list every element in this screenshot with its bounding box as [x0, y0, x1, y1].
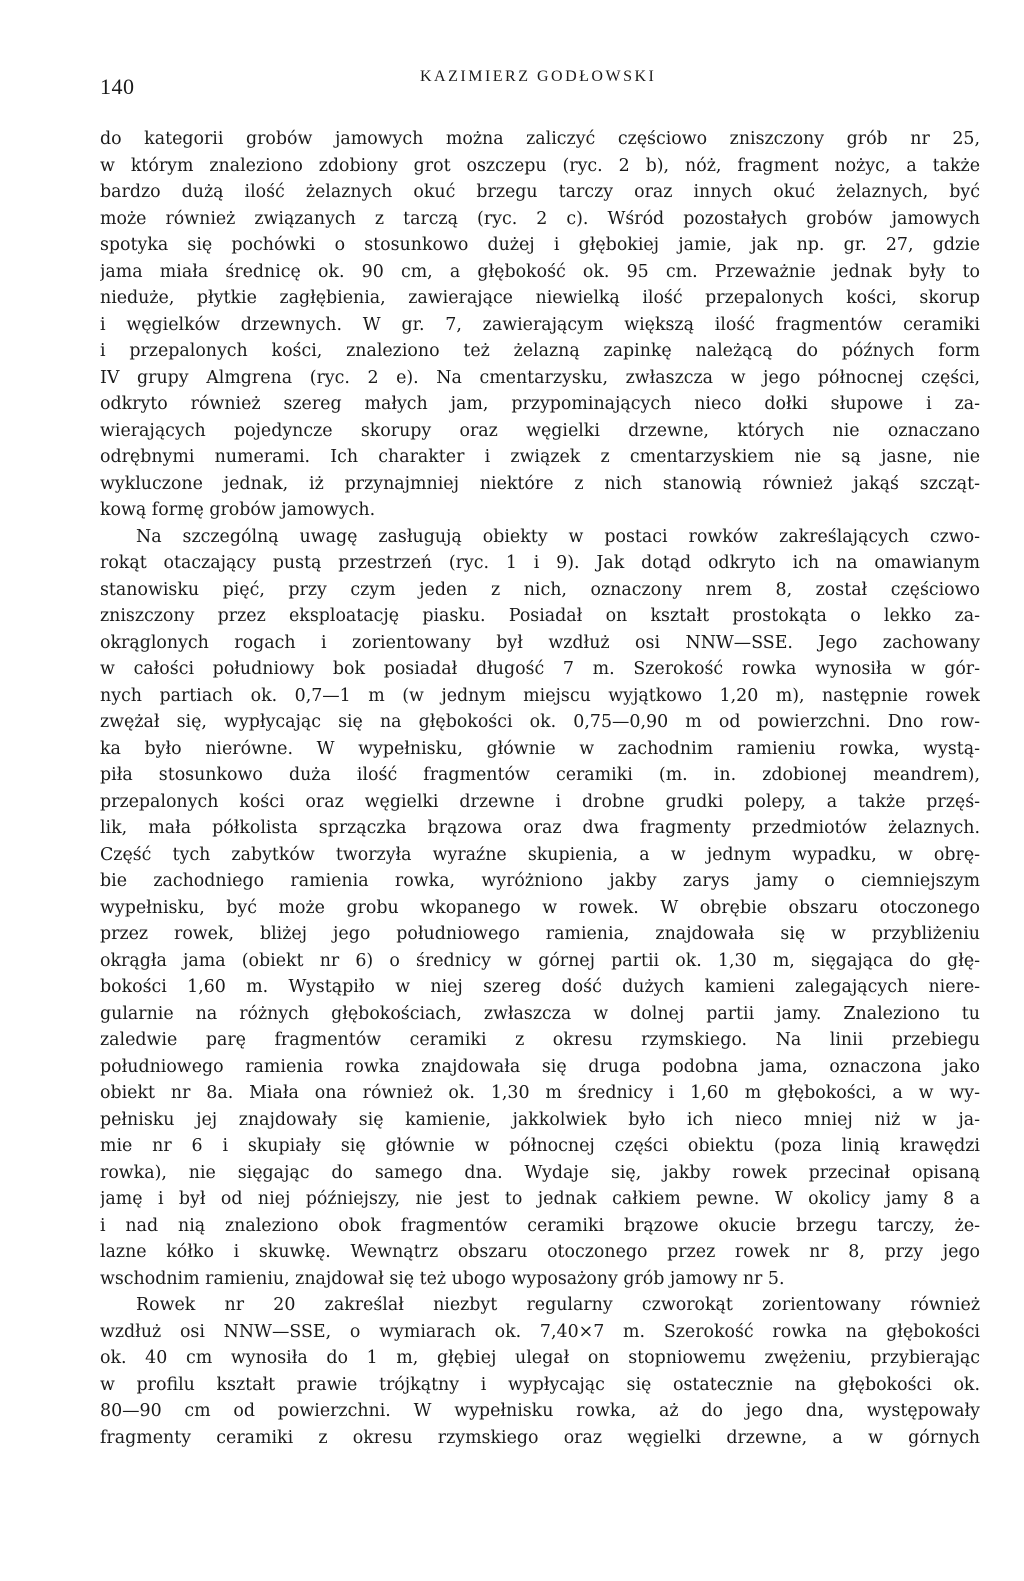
text-line: rowka), nie sięgając do samego dna. Wydaje się, jakby rowek przecinał opisaną [100, 1162, 980, 1183]
text-line: okrąglonych rogach i zorientowany był wzdłuż osi NNW—SSE. Jego zachowany [100, 632, 980, 653]
text-line: wypełnisku, być może grobu wkopanego w rowek. W obrębie obszaru otoczonego [100, 897, 980, 918]
text-line: rokąt otaczający pustą przestrzeń (ryc. 1 i 9). Jak dotąd odkryto ich na omawianym [100, 553, 980, 573]
text-line: wschodnim ramieniu, znajdował się też ubogo wyposażony grób jamowy nr 5. [100, 1268, 785, 1289]
text-line: lik, mała półkolista sprzączka brązowa oraz dwa fragmenty przedmiotów żelaznych. [100, 818, 980, 838]
text-line: i węgielków drzewnych. W gr. 7, zawierającym większą ilość fragmentów ceramiki [100, 314, 980, 335]
text-line: jamę i był od niej późniejszy, nie jest to jednak całkiem pewne. W okolicy jamy 8 a [100, 1189, 980, 1209]
text-line: przez rowek, bliżej jego południowego ramienia, znajdowała się w przybliżeniu [100, 924, 980, 944]
text-line: Rowek nr 20 zakreślał niezbyt regularny czworokąt zorientowany również [136, 1295, 980, 1315]
body-text [100, 126, 980, 1451]
text-line: lazne kółko i skuwkę. Wewnątrz obszaru otoczonego przez rowek nr 8, przy jego [100, 1242, 980, 1262]
text-line: nieduże, płytkie zagłębienia, zawierające niewielką ilość przepalonych kości, skorup [100, 288, 980, 308]
text-line: obiekt nr 8a. Miała ona również ok. 1,30 m średnicy i 1,60 m głębokości, a w wy- [100, 1083, 980, 1103]
text-line: bie zachodniego ramienia rowka, wyróżniono jakby zarys jamy o ciemniejszym [100, 871, 980, 891]
text-line: IV grupy Almgrena (ryc. 2 e). Na cmentarzysku, zwłaszcza w jego północnej części, [100, 367, 980, 388]
text-line: przepalonych kości oraz węgielki drzewne i drobne grudki polepy, a także przęś- [100, 791, 980, 812]
page-header [100, 66, 985, 106]
text-line: odrębnymi numerami. Ich charakter i związek z cmentarzyskiem nie są jasne, nie [100, 447, 980, 467]
text-line: Na szczególną uwagę zasługują obiekty w postaci rowków zakreślających czwo- [136, 526, 980, 547]
text-line: ok. 40 cm wynosiła do 1 m, głębiej ulegał on stopniowemu zwężeniu, przybierając [100, 1348, 980, 1368]
text-line: w profilu kształt prawie trójkątny i wypłycając się ostatecznie na głębokości ok. [100, 1374, 980, 1395]
text-line: ka było nierówne. W wypełnisku, głównie w zachodnim ramieniu rowka, wystą- [100, 738, 980, 759]
text-line: bardzo dużą ilość żelaznych okuć brzegu tarczy oraz innych okuć żelaznych, być [100, 182, 980, 202]
text-line: pełnisku jej znajdowały się kamienie, jakkolwiek było ich nieco mniej niż w ja- [100, 1109, 980, 1130]
text-line: jama miała średnicę ok. 90 cm, a głębokość ok. 95 cm. Przeważnie jednak były to [100, 261, 980, 282]
text-line: nych partiach ok. 0,7—1 m (w jednym miejscu wyjątkowo 1,20 m), następnie rowek [100, 685, 980, 706]
text-line: Część tych zabytków tworzyła wyraźne skupienia, a w jednym wypadku, w obrę- [100, 844, 980, 865]
text-line: gularnie na różnych głębokościach, zwłaszcza w dolnej partii jamy. Znaleziono tu [100, 1003, 980, 1024]
text-line: mie nr 6 i skupiały się głównie w północnej części obiektu (poza linią krawędzi [100, 1136, 980, 1156]
text-line: wzdłuż osi NNW—SSE, o wymiarach ok. 7,40×7 m. Szerokość rowka na głębokości [100, 1321, 980, 1342]
text-line: i przepalonych kości, znaleziono też żelazną zapinkę należącą do późnych form [100, 341, 980, 361]
text-line: kową formę grobów jamowych. [100, 500, 376, 520]
text-line: zniszczony przez eksploatację piasku. Posiadał on kształt prostokąta o lekko za- [100, 606, 980, 626]
text-line: odkryto również szereg małych jam, przypominających nieco dołki słupowe i za- [100, 394, 980, 414]
text-line: południowego ramienia rowka znajdowała się druga podobna jama, oznaczona jako [100, 1056, 980, 1077]
page-number: 140 [100, 74, 135, 99]
text-line: zwężał się, wypłycając się na głębokości ok. 0,75—0,90 m od powierzchni. Dno row- [100, 712, 980, 732]
text-line: okrągła jama (obiekt nr 6) o średnicy w górnej partii ok. 1,30 m, sięgająca do głę- [100, 950, 980, 971]
text-line: wykluczone jednak, iż przynajmniej niektóre z nich stanowią również jakąś szcząt- [100, 473, 980, 494]
text-line: wierających pojedyncze skorupy oraz węgielki drzewne, których nie oznaczano [100, 420, 980, 441]
text-line: i nad nią znaleziono obok fragmentów ceramiki brązowe okucie brzegu tarczy, że- [100, 1215, 980, 1236]
text-line: piła stosunkowo duża ilość fragmentów ceramiki (m. in. zdobionej meandrem), [100, 765, 980, 785]
text-line: stanowisku pięć, przy czym jeden z nich, oznaczony nrem 8, został częściowo [100, 579, 980, 600]
text-line: w całości południowy bok posiadał długość 7 m. Szerokość rowka wynosiła w gór- [100, 659, 980, 679]
text-line: spotyka się pochówki o stosunkowo dużej i głębokiej jamie, jak np. gr. 27, gdzie [100, 235, 980, 255]
text-line: fragmenty ceramiki z okresu rzymskiego oraz węgielki drzewne, a w górnych [100, 1427, 980, 1448]
text-line: w którym znaleziono zdobiony grot oszczepu (ryc. 2 b), nóż, fragment nożyc, a także [100, 155, 980, 176]
text-line: do kategorii grobów jamowych można zaliczyć częściowo zniszczony grób nr 25, [100, 129, 980, 149]
running-head: KAZIMIERZ GODŁOWSKI [420, 68, 657, 85]
text-line: zaledwie parę fragmentów ceramiki z okresu rzymskiego. Na linii przebiegu [100, 1030, 980, 1050]
text-line: może również związanych z tarczą (ryc. 2 c). Wśród pozostałych grobów jamowych [100, 208, 980, 229]
text-line: 80—90 cm od powierzchni. W wypełnisku rowka, aż do jego dna, występowały [100, 1401, 980, 1421]
text-line: bokości 1,60 m. Wystąpiło w niej szereg dość dużych kamieni zalegających niere- [100, 977, 980, 997]
